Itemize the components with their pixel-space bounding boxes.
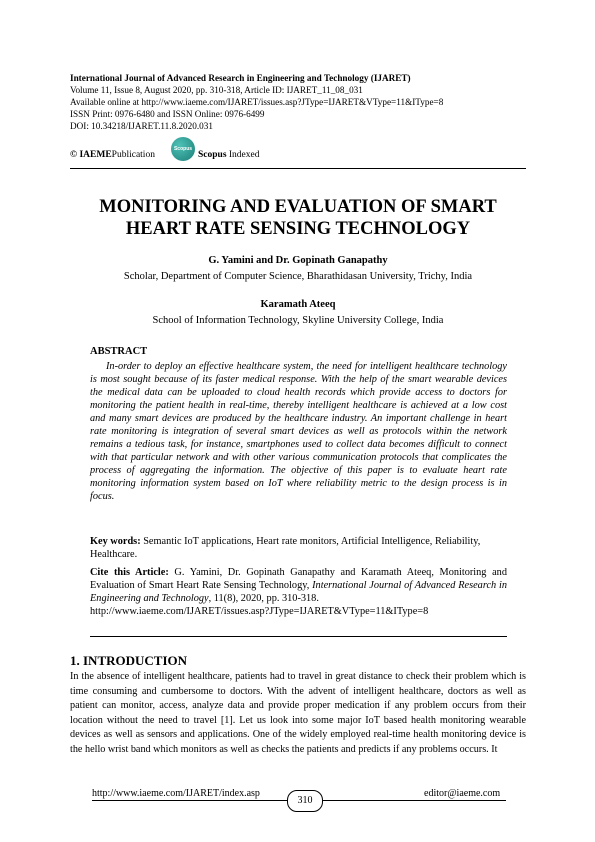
scopus-label: Scopus [198,150,227,160]
issn-info: ISSN Print: 0976-6480 and ISSN Online: 0976-6499 [70,109,265,119]
journal-header [70,72,540,132]
author-names-2: Karamath Ateeq [260,299,336,310]
cite-label: Cite this Article: [90,567,169,578]
paper-title [70,196,526,240]
cite-tail: , 11(8), 2020, pp. 310-318. [208,593,319,604]
introduction-text: In the absence of intelligent healthcare, patients had to travel in great distance to check their problem which is time consuming and cumbersome to doctors. With the advent of intelligent healthcare, doctors as well as patient can monitor, access, analyze data and provide proper medication if any problem occurs from their location without the need to travel [1]. Let us look into some major IoT based health monitoring wearable devices as well as sensors and applications. One of the widely employed real-time health monitoring device is the hello wrist band which monitors as well as checks the patients and predicts if any problems occurs. It [70,671,526,755]
keywords [90,535,507,561]
publisher-line [70,150,260,160]
abstract-text: In-order to deploy an effective healthcare system, the need for intelligent healthcare technology is most sought because of its faster medical response. With the help of the smart wearable devices the medical data can be uploaded to cloud health records which provide access to doctors for monitoring the patient health in real-time, thereby intelligent healthcare is achieved at a low cost and many smart devices are produced by the healthcare industry. An important challenge in heart rate monitoring is integration of several smart devices as well as protocols within the network remains a tedious task, for instance, smartphones used to collect data becomes difficult to connect with that particular network and with other various communication protocols that complicates the process of aggregating the information. The objective of this paper is to evaluate heart rate monitoring information system based on IoT where reliability metric to the design process is in focus. [90,361,507,502]
author-names-1: G. Yamini and Dr. Gopinath Ganapathy [208,255,388,266]
page-footer [0,790,595,810]
keywords-label: Key words: [90,536,141,547]
title-line-2: HEART RATE SENSING TECHNOLOGY [125,219,471,239]
author-affiliation-1: Scholar, Department of Computer Science, Bharathidasan University, Trichy, India [123,271,473,282]
footer-line-left [92,800,287,801]
footer-url-link[interactable]: http://www.iaeme.com/IJARET/index.asp [92,788,260,799]
footer-email-link[interactable]: editor@iaeme.com [424,788,501,799]
scopus-logo-icon [171,137,195,161]
iaeme-copyright: © IAEME [70,150,112,160]
title-line-1: MONITORING AND EVALUATION OF SMART [99,197,497,217]
doi-info: DOI: 10.34218/IJARET.11.8.2020.031 [70,121,213,131]
cite-text: G. Yamini, Dr. Gopinath Ganapathy and Karamath Ateeq, Monitoring and Evaluation of Smart Heart Rate Sensing Technology, [90,567,507,591]
citation-divider [90,636,507,637]
available-online: Available online at http://www.iaeme.com/IJARET/issues.asp?JType=IJARET&VType=11&IType=8 [70,97,444,107]
author-affiliation-2: School of Information Technology, Skyline University College, India [152,315,444,326]
indexed-label: Indexed [226,150,260,160]
cite-url-link[interactable]: http://www.iaeme.com/IJARET/issues.asp?JType=IJARET&VType=11&IType=8 [90,606,429,617]
keywords-text: Semantic IoT applications, Heart rate monitors, Artificial Intelligence, Reliability, Healthcare. [90,536,481,560]
scopus-indexed [198,150,260,160]
page-number: 310 [287,790,323,812]
cite-journal: International Journal of Advanced Research in Engineering and Technology [90,580,508,604]
publication-label: Publication [111,150,155,160]
journal-name: International Journal of Advanced Research in Engineering and Technology (IJARET) [70,73,411,83]
citation [90,566,507,618]
section-heading: 1. INTRODUCTION [70,653,188,668]
abstract-heading: ABSTRACT [90,346,148,357]
footer-line-right [321,800,506,801]
volume-info: Volume 11, Issue 8, August 2020, pp. 310-318, Article ID: IJARET_11_08_031 [70,85,363,95]
scopus-logo-text: Scopus [173,146,193,152]
header-divider [70,168,526,169]
